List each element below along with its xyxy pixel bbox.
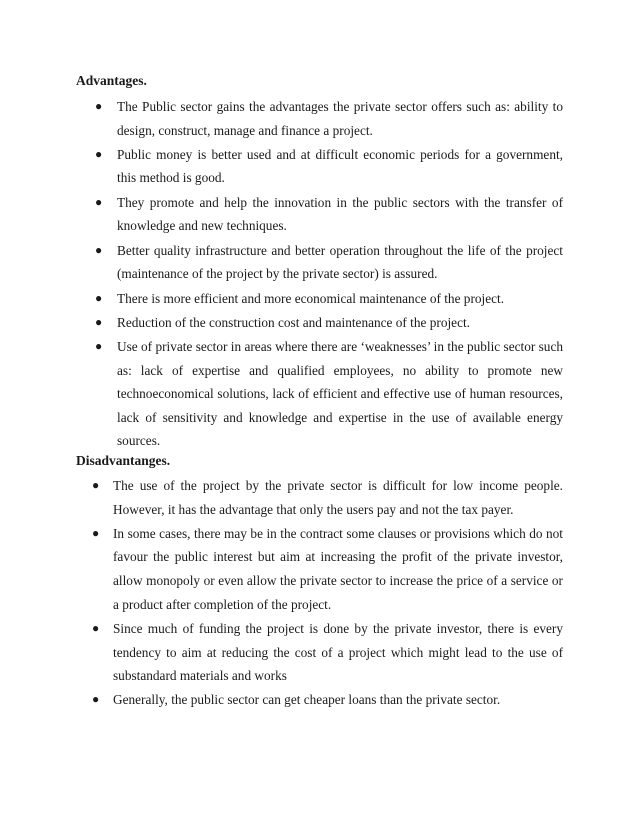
- list-item: [95, 95, 563, 142]
- advantages-heading: Advantages.: [76, 73, 147, 88]
- disadvantage-text: The use of the project by the private sector is difficult for low income people. However, it has the advantage that only the users pay and not the tax payer.: [113, 478, 563, 517]
- bullet-icon: ●: [95, 339, 103, 354]
- list-item: [95, 239, 563, 286]
- list-item: [95, 191, 563, 238]
- bullet-icon: ●: [95, 290, 103, 305]
- bullet-icon: ●: [92, 692, 100, 707]
- bullet-icon: ●: [92, 620, 100, 635]
- advantage-text: Reduction of the construction cost and maintenance of the project.: [117, 314, 470, 330]
- bullet-icon: ●: [95, 99, 103, 113]
- bullet-icon: ●: [95, 146, 103, 161]
- list-item: [92, 688, 563, 712]
- list-item: [95, 335, 563, 453]
- bullet-icon: ●: [95, 242, 103, 257]
- advantage-text: Public money is better used and at difficult economic periods for a government, this method is good.: [117, 146, 563, 186]
- bullet-icon: ●: [92, 525, 100, 540]
- advantage-text: The Public sector gains the advantages the private sector offers such as: ability to design, construct, manage and finance a project.: [117, 99, 563, 138]
- bullet-icon: ●: [95, 314, 103, 329]
- disadvantage-text: Generally, the public sector can get cheaper loans than the private sector.: [113, 692, 501, 708]
- list-item: [95, 143, 563, 190]
- disadvantages-list: [92, 474, 563, 713]
- bullet-icon: ●: [95, 194, 103, 209]
- advantage-text: They promote and help the innovation in the public sectors with the transfer of knowledge and new techniques.: [117, 194, 563, 234]
- list-item: [95, 311, 563, 335]
- bullet-icon: ●: [92, 478, 100, 492]
- disadvantage-text: Since much of funding the project is done by the private investor, there is every tendency to aim at reducing the cost of a project which might lead to the use of substandard materials and works: [113, 620, 563, 684]
- list-item: [92, 474, 563, 521]
- advantage-text: There is more efficient and more economical maintenance of the project.: [117, 290, 505, 306]
- advantage-text: Better quality infrastructure and better operation throughout the life of the project (maintenance of the project by the private sector) is assured.: [117, 242, 563, 282]
- list-item: [92, 522, 563, 616]
- advantages-list: [95, 95, 563, 454]
- list-item: [95, 287, 563, 311]
- advantage-text: Use of private sector in areas where there are ‘weaknesses’ in the public sector such as: lack of expertise and qualified employees, no ability to promote new technoeconomical solutions, lack of efficient and effective use of human resources, lack of sensitivity and knowledge and expertise in the use of available energy sources.: [117, 339, 563, 449]
- list-item: [92, 617, 563, 688]
- disadvantages-heading: Disadvantanges.: [76, 453, 171, 468]
- disadvantage-text: In some cases, there may be in the contract some clauses or provisions which do not favour the public interest but aim at increasing the profit of the private investor, allow monopoly or even allow the private sector to increase the price of a service or a product after completion of the project.: [113, 525, 563, 612]
